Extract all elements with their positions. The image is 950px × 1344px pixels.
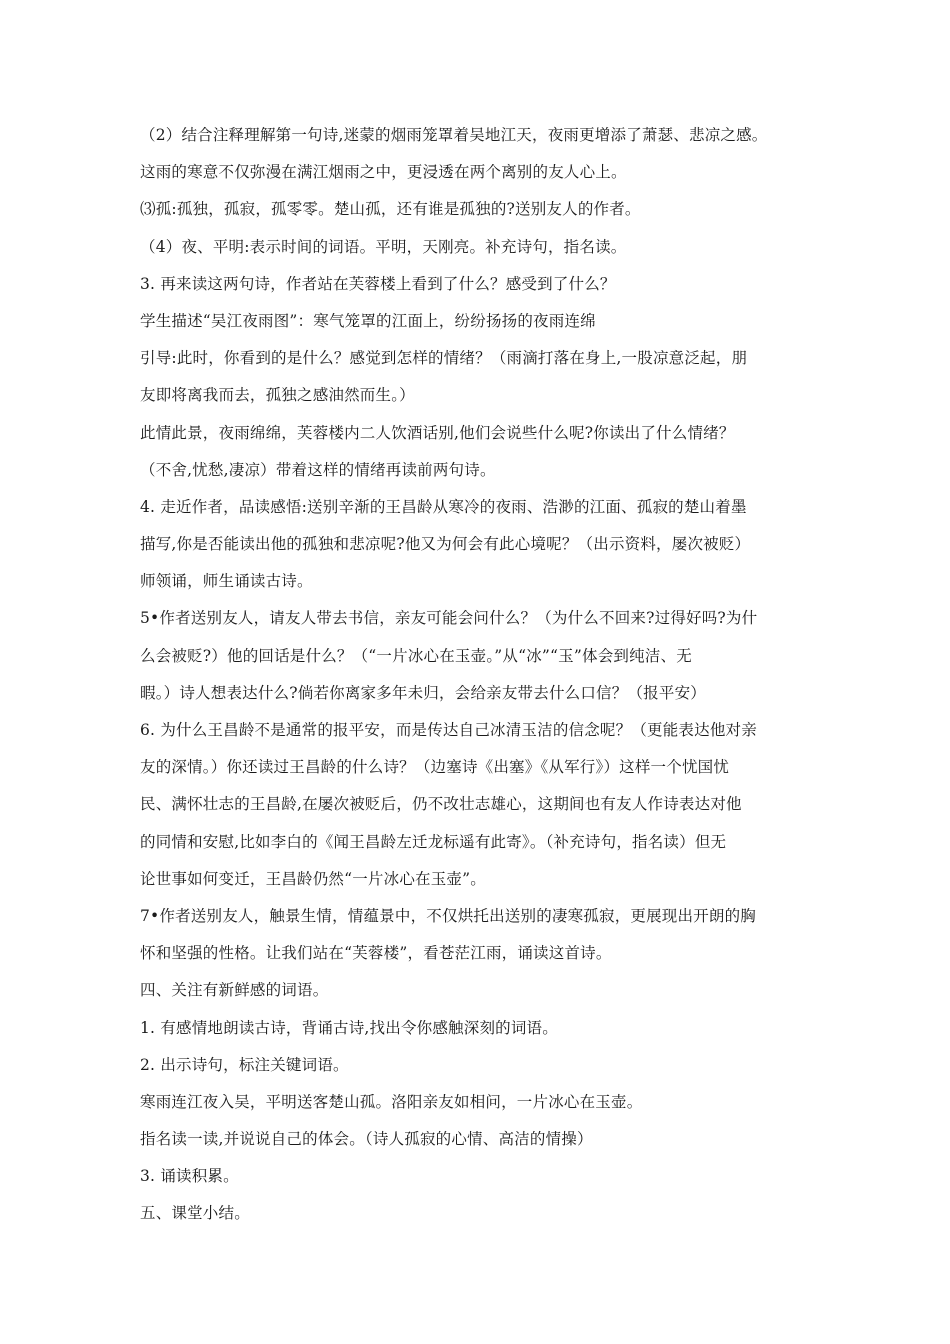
text-line-note-3: ⑶孤:孤独，孤寂，孤零零。楚山孤，还有谁是孤独的?送别友人的作者。 (140, 200, 641, 219)
text-line-item-2: 2. 出示诗句，标注关键词语。 (140, 1055, 349, 1074)
text-line-guide: 引导:此时，你看到的是什么？感觉到怎样的情绪？（雨滴打落在身上,一股凉意泛起，朋 (140, 349, 748, 368)
text-line-step-3: 3. 再来读这两句诗，作者站在芙蓉楼上看到了什么？感受到了什么？ (140, 274, 616, 293)
section-heading-4: 四、关注有新鲜感的词语。 (140, 981, 329, 1000)
text-line-step-4-cont: 描写,你是否能读出他的孤独和悲凉呢?他又为何会有此心境呢？（出示资料，屡次被贬） (140, 535, 751, 554)
text-line-student-describe: 学生描述“吴江夜雨图”：寒气笼罩的江面上，纷纷扬扬的夜雨连绵 (140, 311, 596, 330)
text-line-step-6-cont-4: 论世事如何变迁，王昌龄仍然“一片冰心在玉壶”。 (140, 869, 486, 888)
text-line-note-2: （2）结合注释理解第一句诗,迷蒙的烟雨笼罩着吴地江天，夜雨更增添了萧瑟、悲凉之感。 (140, 126, 768, 144)
text-line-item-3: 3. 诵读积累。 (140, 1167, 239, 1186)
text-line-read-aloud: 指名读一读,并说说自己的体会。（诗人孤寂的心情、高洁的情操） (140, 1130, 593, 1149)
text-line-guide-cont: 友即将离我而去，孤独之感油然而生。） (140, 386, 415, 405)
text-line-step-6-cont-1: 友的深情。）你还读过王昌龄的什么诗？（边塞诗《出塞》《从军行》）这样一个忧国忧 (140, 758, 730, 777)
text-line-step-5-cont-2: 暇。）诗人想表达什么?倘若你离家多年未归，会给亲友带去什么口信？（报平安） (140, 683, 706, 702)
text-line-note-2-cont: 这雨的寒意不仅弥漫在满江烟雨之中，更浸透在两个离别的友人心上。 (140, 163, 627, 182)
section-heading-5: 五、课堂小结。 (140, 1204, 250, 1223)
poem-line: 寒雨连江夜入吴，平明送客楚山孤。洛阳亲友如相问，一片冰心在玉壶。 (140, 1092, 643, 1111)
text-line-step-5-cont-1: 么会被贬?）他的回话是什么？（“一片冰心在玉壶。”从“冰”“玉”体会到纯洁、无 (140, 646, 692, 665)
text-line-note-4: （4）夜、平明:表示时间的词语。平明，天刚亮。补充诗句，指名读。 (140, 237, 627, 256)
text-line-scene: 此情此景，夜雨绵绵，芙蓉楼内二人饮酒话别,他们会说些什么呢?你读出了什么情绪？ (140, 423, 735, 442)
text-line-item-1: 1. 有感情地朗读古诗，背诵古诗,找出令你感触深刻的词语。 (140, 1018, 558, 1037)
text-line-step-6-cont-2: 民、满怀壮志的王昌龄,在屡次被贬后，仍不改壮志雄心，这期间也有友人作诗表达对他 (140, 795, 742, 814)
text-line-step-5: 5•作者送别友人，请友人带去书信，亲友可能会问什么？（为什么不回来?过得好吗?为什 (140, 609, 758, 628)
text-line-step-7: 7•作者送别友人，触景生情，情蕴景中，不仅烘托出送别的凄寒孤寂，更展现出开朗的胸 (140, 906, 757, 925)
text-line-recite: 师领诵，师生诵读古诗。 (140, 572, 313, 591)
text-line-step-4: 4. 走近作者，品读感悟:送别辛渐的王昌龄从寒冷的夜雨、浩渺的江面、孤寂的楚山着墨 (140, 497, 747, 516)
text-line-scene-cont: （不舍,忧愁,凄凉）带着这样的情绪再读前两句诗。 (140, 460, 496, 479)
text-line-step-6: 6. 为什么王昌龄不是通常的报平安，而是传达自己冰清玉洁的信念呢？（更能表达他对亲 (140, 721, 757, 739)
document-body (140, 117, 820, 1233)
text-line-step-7-cont: 怀和坚强的性格。让我们站在“芙蓉楼”，看苍茫江雨，诵读这首诗。 (140, 944, 612, 963)
text-line-step-6-cont-3: 的同情和安慰,比如李白的《闻王昌龄左迁龙标遥有此寄》。（补充诗句，指名读）但无 (140, 832, 727, 851)
